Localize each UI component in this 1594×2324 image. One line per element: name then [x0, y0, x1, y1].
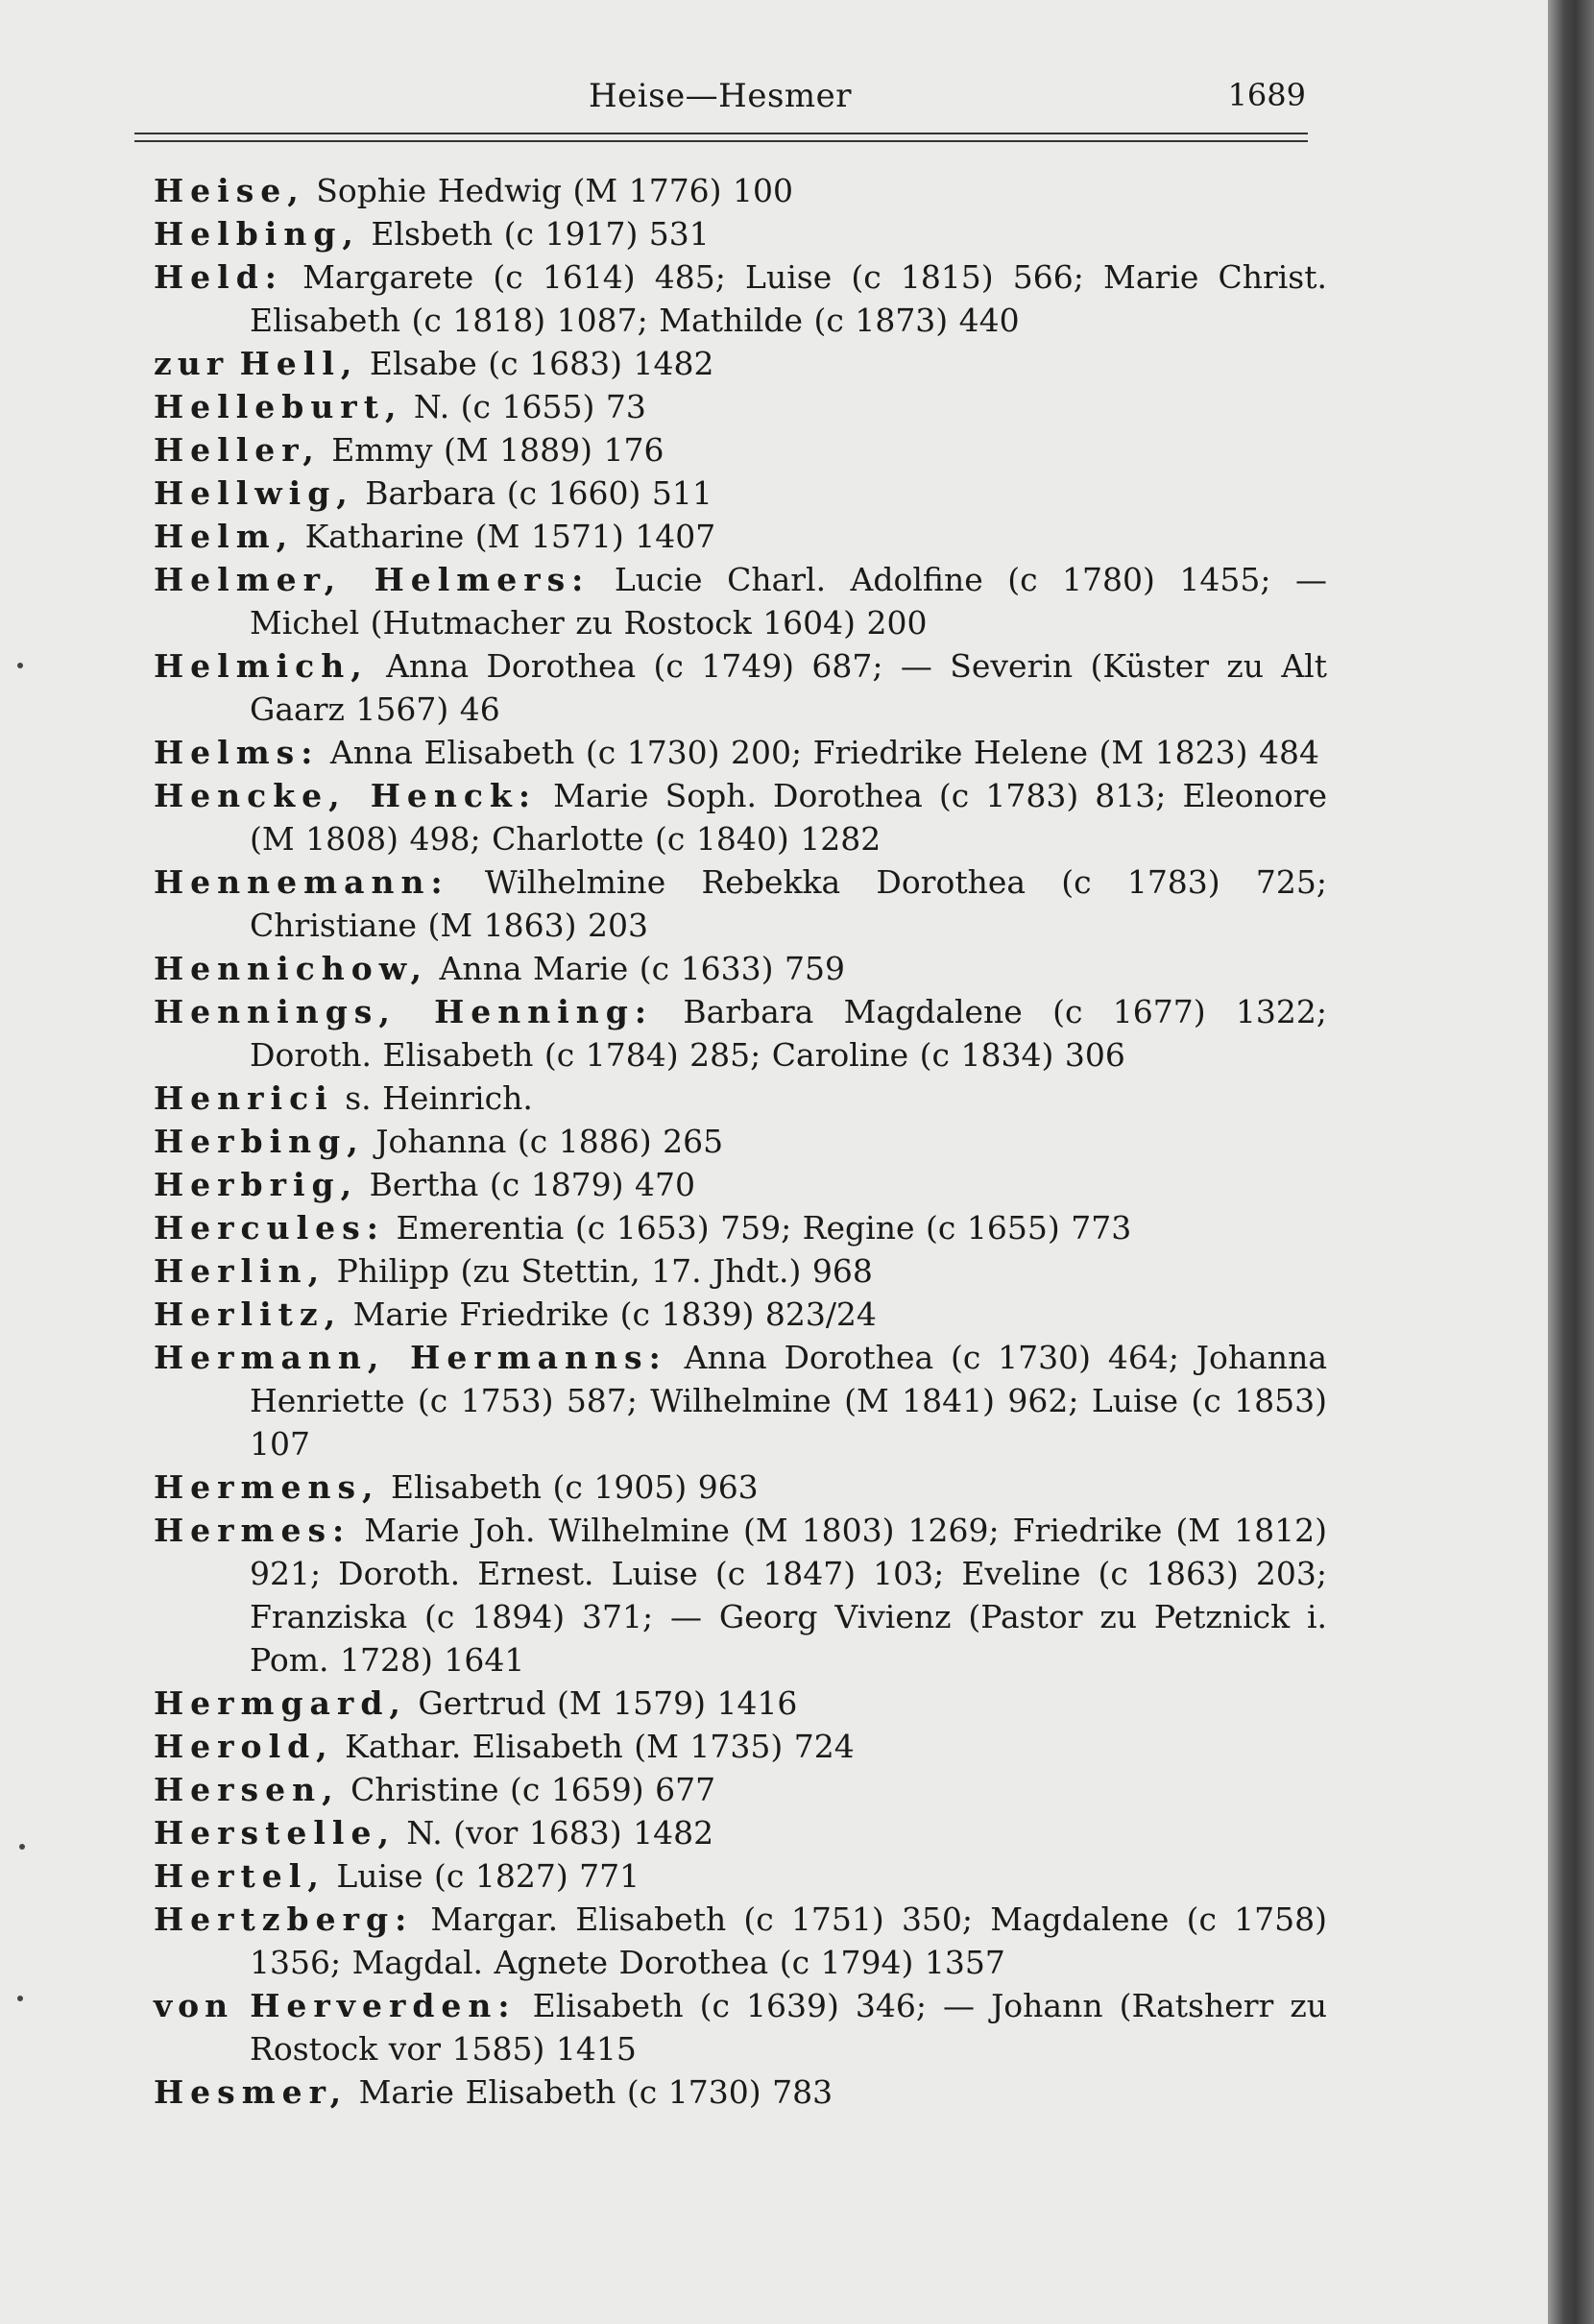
entry-text: Anna Elisabeth (c 1730) 200; Friedrike Helene (M 1823) 484: [319, 734, 1320, 771]
surname: Hertzberg:: [154, 1900, 414, 1938]
register-entry: [154, 947, 1327, 990]
surname: Helleburt,: [154, 388, 403, 425]
entry-text: Barbara (c 1660) 511: [353, 474, 712, 512]
scan-speck: [17, 663, 23, 668]
surname: Heller,: [154, 431, 321, 469]
surname: Hertel,: [154, 1857, 326, 1895]
register-entry: [154, 731, 1327, 774]
register-entry: [154, 1336, 1327, 1465]
surname: Herold,: [154, 1728, 334, 1765]
register-entry: [154, 472, 1327, 515]
register-entry: [154, 428, 1327, 472]
surname: Hellwig,: [154, 474, 354, 512]
register-entry: [154, 385, 1327, 428]
page-header: [134, 77, 1306, 134]
surname: Helm,: [154, 518, 295, 555]
entry-text: Lucie Charl. Adolfine (c 1780) 1455; — Michel (Hutmacher zu Rostock 1604) 200: [250, 561, 1327, 642]
register-entry: [154, 1854, 1327, 1898]
surname: Hennings, Henning:: [154, 993, 654, 1030]
surname: Hersen,: [154, 1771, 340, 1808]
surname: Henrici: [154, 1079, 334, 1117]
register-entry: [154, 1120, 1327, 1163]
page-number: 1689: [1227, 77, 1306, 113]
register-entry: [154, 2070, 1327, 2114]
register-entry: [154, 1206, 1327, 1249]
surname: Herverden:: [250, 1987, 517, 2024]
surname: Herlin,: [154, 1252, 326, 1290]
entry-text: Emmy (M 1889) 176: [320, 431, 664, 469]
register-entry: [154, 1768, 1327, 1811]
register-entry: [154, 1163, 1327, 1206]
entry-text: Katharine (M 1571) 1407: [294, 518, 716, 555]
entry-text: Anna Dorothea (c 1730) 464; Johanna Henriette (c 1753) 587; Wilhelmine (M 1841) 962; Luise (c 1853) 107: [250, 1339, 1327, 1463]
surname: Hell,: [239, 345, 359, 382]
register-entry: [154, 169, 1327, 212]
entry-text: Sophie Hedwig (M 1776) 100: [304, 172, 794, 209]
entry-text: Gertrud (M 1579) 1416: [406, 1684, 798, 1722]
entry-text: Marie Elisabeth (c 1730) 783: [348, 2073, 833, 2111]
register-entry: [154, 860, 1327, 947]
surname: Helmer, Helmers:: [154, 561, 591, 598]
register-entry: [154, 1682, 1327, 1725]
entry-text: Elsbeth (c 1917) 531: [359, 215, 710, 253]
entry-text: Philipp (zu Stettin, 17. Jhdt.) 968: [326, 1252, 873, 1290]
book-spine-shadow: [1548, 0, 1594, 2324]
name-prefix: zur: [154, 345, 229, 382]
surname: Herbing,: [154, 1123, 365, 1160]
entry-text: Marie Friedrike (c 1839) 823/24: [342, 1295, 877, 1333]
header-rule-top: [134, 133, 1308, 134]
running-head: Heise—Hesmer: [588, 77, 853, 115]
surname: Helbing,: [154, 215, 360, 253]
entry-text: Barbara Magdalene (c 1677) 1322; Doroth. Elisabeth (c 1784) 285; Caroline (c 1834) 306: [250, 993, 1327, 1074]
entry-text: Marie Soph. Dorothea (c 1783) 813; Eleonore (M 1808) 498; Charlotte (c 1840) 1282: [250, 777, 1327, 858]
entry-text: N. (vor 1683) 1482: [395, 1814, 714, 1852]
surname: Hesmer,: [154, 2073, 349, 2111]
surname: Hennichow,: [154, 950, 428, 987]
surname: Held:: [154, 258, 283, 296]
register-entry: [154, 342, 1327, 385]
surname: Hercules:: [154, 1209, 385, 1247]
entry-text: Anna Marie (c 1633) 759: [428, 950, 845, 987]
header-rule-bottom: [134, 140, 1308, 142]
surname: Hencke, Henck:: [154, 777, 538, 814]
entry-text: N. (c 1655) 73: [402, 388, 646, 425]
name-prefix: von: [154, 1987, 234, 2024]
entry-text: Emerentia (c 1653) 759; Regine (c 1655) 773: [384, 1209, 1132, 1247]
entry-text: Bertha (c 1879) 470: [358, 1166, 696, 1203]
register-entry: [154, 1984, 1327, 2070]
entry-text: Luise (c 1827) 771: [325, 1857, 640, 1895]
surname: Helmich,: [154, 647, 369, 685]
register-entry: [154, 1293, 1327, 1336]
register-entry: [154, 515, 1327, 558]
register-entry: [154, 1077, 1327, 1120]
surname: Hermann, Hermanns:: [154, 1339, 667, 1376]
entry-text: Margar. Elisabeth (c 1751) 350; Magdalene (c 1758) 1356; Magdal. Agnete Dorothea (c 1794) 1357: [250, 1900, 1327, 1981]
register-entry: [154, 558, 1327, 644]
scan-speck: [19, 1844, 25, 1850]
scan-speck: [17, 1996, 23, 2001]
entry-text: s. Heinrich.: [333, 1079, 533, 1117]
entry-text: Margarete (c 1614) 485; Luise (c 1815) 566; Marie Christ. Elisabeth (c 1818) 1087; Mathilde (c 1873) 440: [250, 258, 1327, 339]
register-entry: [154, 255, 1327, 342]
entry-text: Elisabeth (c 1905) 963: [379, 1468, 759, 1506]
register-entry: [154, 644, 1327, 731]
register-entry: [154, 1465, 1327, 1509]
register-entry: [154, 990, 1327, 1077]
surname: Hermens,: [154, 1468, 380, 1506]
register-entry: [154, 212, 1327, 255]
entry-text: Wilhelmine Rebekka Dorothea (c 1783) 725; Christiane (M 1863) 203: [250, 863, 1327, 944]
surname: Herlitz,: [154, 1295, 343, 1333]
surname: Hermgard,: [154, 1684, 407, 1722]
surname: Helms:: [154, 734, 320, 771]
entry-text: Marie Joh. Wilhelmine (M 1803) 1269; Friedrike (M 1812) 921; Doroth. Ernest. Luise (c 1847) 103; Eveline (c 1863) 203; Franziska (c 1894) 371; — Georg Vivienz (Pastor zu Petznick i. Pom. 1728) 1641: [250, 1512, 1327, 1679]
register-entries: [154, 169, 1327, 2114]
entry-text: Elsabe (c 1683) 1482: [358, 345, 714, 382]
surname: Hermes:: [154, 1512, 351, 1549]
surname: Hennemann:: [154, 863, 449, 901]
surname: Herbrig,: [154, 1166, 359, 1203]
register-entry: [154, 1509, 1327, 1682]
surname: Herstelle,: [154, 1814, 396, 1852]
register-entry: [154, 1249, 1327, 1293]
register-entry: [154, 1725, 1327, 1768]
entry-text: Elisabeth (c 1639) 346; — Johann (Ratsherr zu Rostock vor 1585) 1415: [250, 1987, 1327, 2068]
register-entry: [154, 1898, 1327, 1984]
register-entry: [154, 774, 1327, 860]
surname: Heise,: [154, 172, 305, 209]
entry-text: Kathar. Elisabeth (M 1735) 724: [333, 1728, 855, 1765]
entry-text: Christine (c 1659) 677: [339, 1771, 716, 1808]
entry-text: Johanna (c 1886) 265: [364, 1123, 724, 1160]
entry-text: Anna Dorothea (c 1749) 687; — Severin (Küster zu Alt Gaarz 1567) 46: [250, 647, 1327, 728]
register-entry: [154, 1811, 1327, 1854]
